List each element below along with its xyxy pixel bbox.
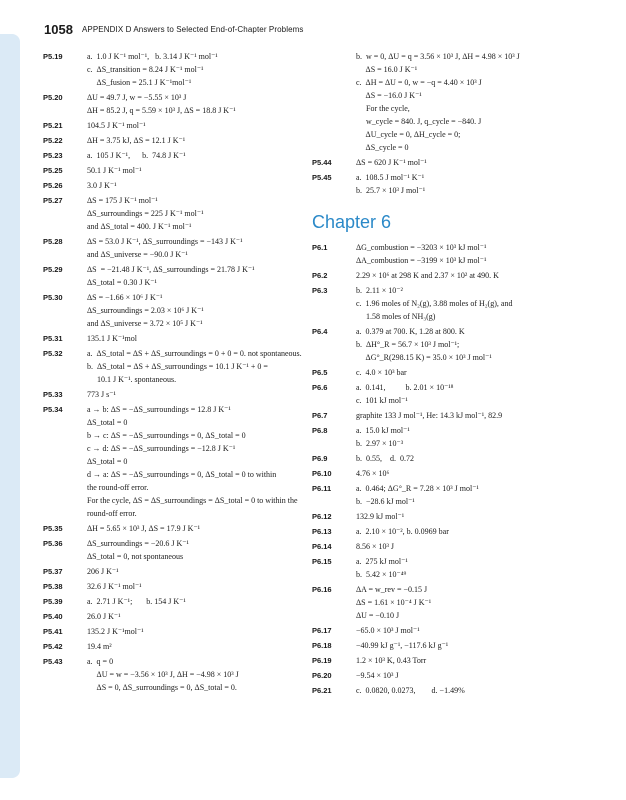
answer-entry (43, 293, 305, 332)
answer-text (87, 524, 305, 537)
problem-number: P6.16 (312, 585, 332, 594)
answer-line: 206 J K⁻¹ (87, 567, 119, 576)
answer-text (87, 657, 305, 696)
answer-line: ΔS_surroundings = 2.03 × 10⁶ J K⁻¹ (87, 306, 204, 315)
answer-entry (43, 237, 305, 263)
problem-number: P6.15 (312, 557, 332, 566)
answer-entry (312, 454, 612, 467)
problem-number: P6.18 (312, 641, 332, 650)
answer-text (356, 469, 612, 482)
answer-entry (312, 686, 612, 699)
answer-line: c. 1.96 moles of N₂(g), 3.88 moles of H₂(g), and (356, 299, 513, 308)
answer-text (356, 383, 612, 409)
answer-text (87, 612, 305, 625)
answer-entry (312, 426, 612, 452)
problem-number: P5.44 (312, 158, 332, 167)
problem-number: P6.13 (312, 527, 332, 536)
answer-line: b. 0.55, d. 0.72 (356, 454, 414, 463)
answer-entry (43, 151, 305, 164)
answer-line: 50.1 J K⁻¹ mol⁻¹ (87, 166, 142, 175)
answer-text (87, 52, 305, 91)
problem-number: P5.35 (43, 524, 63, 533)
answer-line: ΔS = 0, ΔS_surroundings = 0, ΔS_total = 0. (87, 683, 237, 692)
answer-text (356, 671, 612, 684)
answer-text (87, 136, 305, 149)
answer-entry (43, 597, 305, 610)
answer-entry (312, 484, 612, 510)
answer-text (356, 411, 612, 424)
problem-number (312, 52, 356, 156)
answer-entry (43, 136, 305, 149)
answer-line: a. 15.0 kJ mol⁻¹ (356, 426, 410, 435)
answer-text (87, 597, 305, 610)
answer-line: ΔS_surroundings = 225 J K⁻¹ mol⁻¹ (87, 209, 204, 218)
answer-line: ΔS = −16.0 J K⁻¹ (356, 91, 422, 100)
right-column-chapter5-answers (312, 52, 612, 199)
answer-entry (43, 405, 305, 522)
answer-text (87, 237, 305, 263)
answer-line: 8.56 × 10³ J (356, 542, 395, 551)
answer-line: a. 105 J K⁻¹, b. 74.8 J K⁻¹ (87, 151, 186, 160)
problem-number: P5.38 (43, 582, 63, 591)
answer-line: c. ΔS_transition = 8.24 J K⁻¹ mol⁻¹ (87, 65, 204, 74)
answer-entry (312, 656, 612, 669)
problem-number: P5.27 (43, 196, 63, 205)
answer-line: ΔS = −21.48 J K⁻¹, ΔS_surroundings = 21.78 J K⁻¹ (87, 265, 255, 274)
page-header (44, 22, 604, 40)
answer-text (356, 512, 612, 525)
answer-text (87, 181, 305, 194)
answer-line: c. 0.0820, 0.0273, d. −1.49% (356, 686, 465, 695)
answer-line: ΔS = 16.0 J K⁻¹ (356, 65, 418, 74)
answer-entry (43, 334, 305, 347)
answer-line: ΔG_combustion = −3203 × 10³ kJ mol⁻¹ (356, 243, 487, 252)
problem-number: P6.5 (312, 368, 328, 377)
answer-line: b. 2.97 × 10⁻³ (356, 439, 404, 448)
answer-line: ΔS_cycle = 0 (356, 143, 409, 152)
problem-number: P6.10 (312, 469, 332, 478)
answer-line: 3.0 J K⁻¹ (87, 181, 117, 190)
answer-line: a. 1.0 J K⁻¹ mol⁻¹, b. 3.14 J K⁻¹ mol⁻¹ (87, 52, 218, 61)
problem-number: P5.34 (43, 405, 63, 414)
answer-text (87, 93, 305, 119)
answer-text (356, 368, 612, 381)
answer-entry (43, 390, 305, 403)
right-column-chapter6-answers (312, 243, 612, 699)
answer-entry (312, 243, 612, 269)
problem-number: P6.3 (312, 286, 328, 295)
answer-line: 135.2 J K⁻¹mol⁻¹ (87, 627, 144, 636)
answer-entry (312, 368, 612, 381)
answer-line: and ΔS_universe = −90.0 J K⁻¹ (87, 250, 188, 259)
answer-entry (43, 349, 305, 388)
answer-text (87, 582, 305, 595)
answer-line: 135.1 J K⁻¹mol (87, 334, 137, 343)
answer-line: b. ΔS_total = ΔS + ΔS_surroundings = 10.1 J K⁻¹ + 0 = (87, 362, 268, 371)
answer-entry (312, 271, 612, 284)
answer-entry (312, 469, 612, 482)
answer-line: For the cycle, (356, 104, 410, 113)
answer-text (87, 349, 305, 388)
answer-line: b. w = 0, ΔU = q = 3.56 × 10³ J, ΔH = 4.98 × 10³ J (356, 52, 520, 61)
answer-text (87, 151, 305, 164)
answer-entry (43, 612, 305, 625)
answer-text (356, 271, 612, 284)
answer-entry (312, 641, 612, 654)
answer-line: c → d: ΔS = −ΔS_surroundings = −12.8 J K⁻¹ (87, 444, 236, 453)
problem-number: P6.6 (312, 383, 328, 392)
answer-line: ΔS = 620 J K⁻¹ mol⁻¹ (356, 158, 427, 167)
answer-entry (43, 657, 305, 696)
problem-number: P5.28 (43, 237, 63, 246)
answer-line: ΔU = w = −3.56 × 10³ J, ΔH = −4.98 × 10³ J (87, 670, 239, 679)
answer-text (356, 286, 612, 325)
answer-entry (43, 121, 305, 134)
answer-line: ΔS = 175 J K⁻¹ mol⁻¹ (87, 196, 158, 205)
answer-line: ΔU_cycle = 0, ΔH_cycle = 0; (356, 130, 461, 139)
problem-number: P5.26 (43, 181, 63, 190)
answer-text (87, 627, 305, 640)
problem-number: P5.37 (43, 567, 63, 576)
answer-entry (43, 93, 305, 119)
problem-number: P5.31 (43, 334, 63, 343)
answer-line: a. ΔS_total = ΔS + ΔS_surroundings = 0 + 0 = 0. not spontaneous. (87, 349, 302, 358)
answer-entry (312, 286, 612, 325)
answer-line: 10.1 J K⁻¹. spontaneous. (87, 375, 177, 384)
side-thumb-tab (0, 34, 20, 778)
answer-entry (312, 327, 612, 366)
problem-number: P6.8 (312, 426, 328, 435)
problem-number: P6.7 (312, 411, 328, 420)
problem-number: P6.11 (312, 484, 332, 493)
problem-number: P5.30 (43, 293, 63, 302)
answer-entry (43, 196, 305, 235)
answer-entry (312, 52, 612, 156)
answer-entry (43, 166, 305, 179)
answer-line: ΔS_total = 0 (87, 457, 128, 466)
left-column (43, 52, 305, 698)
answer-line: b → c: ΔS = −ΔS_surroundings = 0, ΔS_total = 0 (87, 431, 246, 440)
problem-number: P5.23 (43, 151, 63, 160)
answer-line: a. 2.71 J K⁻¹; b. 154 J K⁻¹ (87, 597, 186, 606)
answer-entry (312, 542, 612, 555)
answer-entry (312, 173, 612, 199)
answer-text (356, 158, 612, 171)
answer-line: and ΔS_universe = 3.72 × 10⁵ J K⁻¹ (87, 319, 203, 328)
problem-number: P5.39 (43, 597, 63, 606)
answer-entry (312, 585, 612, 624)
answer-line: a. 2.10 × 10⁻², b. 0.0969 bar (356, 527, 449, 536)
answer-line: ΔS_surroundings = −20.6 J K⁻¹ (87, 539, 189, 548)
answer-line: 1.58 moles of NH₃(g) (356, 312, 436, 321)
answer-line: 132.9 kJ mol⁻¹ (356, 512, 405, 521)
problem-number: P6.17 (312, 626, 332, 635)
answer-line: b. 5.42 × 10⁻⁴⁹ (356, 570, 407, 579)
answer-text (87, 390, 305, 403)
answer-line: b. 2.11 × 10⁻² (356, 286, 403, 295)
answer-line: round-off error. (87, 509, 137, 518)
answer-line: ΔS = −1.66 × 10⁶ J K⁻¹ (87, 293, 163, 302)
answer-line: ΔS = 1.61 × 10⁻⁴ J K⁻¹ (356, 598, 432, 607)
chapter-heading: Chapter 6 (312, 212, 392, 232)
answer-entry (312, 626, 612, 639)
answer-text (87, 265, 305, 291)
answer-line: w_cycle = 840. J, q_cycle = −840. J (356, 117, 482, 126)
answer-line: 104.5 J K⁻¹ mol⁻¹ (87, 121, 146, 130)
answer-entry (43, 52, 305, 91)
answer-line: a → b: ΔS = −ΔS_surroundings = 12.8 J K⁻¹ (87, 405, 231, 414)
answer-line: a. 0.379 at 700. K, 1.28 at 800. K (356, 327, 465, 336)
answer-line: ΔS_total = 0.30 J K⁻¹ (87, 278, 157, 287)
answer-text (87, 539, 305, 565)
problem-number: P5.45 (312, 173, 332, 182)
answer-line: c. ΔH = ΔU = 0, w = −q = 4.40 × 10³ J (356, 78, 482, 87)
answer-text (87, 642, 305, 655)
answer-line: ΔS_total = 0 (87, 418, 128, 427)
answer-text (356, 542, 612, 555)
problem-number: P5.19 (43, 52, 63, 61)
answer-text (356, 656, 612, 669)
problem-number: P5.42 (43, 642, 63, 651)
answer-text (87, 293, 305, 332)
answer-line: 2.29 × 10⁶ at 298 K and 2.37 × 10² at 490. K (356, 271, 499, 280)
answer-entry (43, 642, 305, 655)
answer-entry (43, 181, 305, 194)
answer-entry (43, 627, 305, 640)
problem-number: P5.32 (43, 349, 63, 358)
answer-line: For the cycle, ΔS = ΔS_surroundings = ΔS_total = 0 to within the (87, 496, 298, 505)
answer-text (356, 686, 612, 699)
answer-entry (312, 557, 612, 583)
answer-text (356, 484, 612, 510)
problem-number: P6.12 (312, 512, 332, 521)
answer-text (87, 567, 305, 580)
answer-line: a. q = 0 (87, 657, 114, 666)
problem-number: P6.14 (312, 542, 332, 551)
answer-line: 32.6 J K⁻¹ mol⁻¹ (87, 582, 142, 591)
answer-line: ΔS_total = 0, not spontaneous (87, 552, 184, 561)
answer-entry (43, 567, 305, 580)
answer-line: ΔH = 3.75 kJ, ΔS = 12.1 J K⁻¹ (87, 136, 186, 145)
problem-number: P5.20 (43, 93, 63, 102)
answer-text (356, 52, 612, 156)
answer-text (87, 121, 305, 134)
problem-number: P6.21 (312, 686, 332, 695)
problem-number: P5.41 (43, 627, 63, 636)
problem-number: P5.40 (43, 612, 63, 621)
answer-text (356, 557, 612, 583)
answer-line: ΔU = −0.10 J (356, 611, 400, 620)
answer-line: a. 108.5 J mol⁻¹ K⁻¹ (356, 173, 425, 182)
answer-entry (312, 383, 612, 409)
answer-line: ΔA = w_rev = −0.15 J (356, 585, 428, 594)
answer-text (356, 626, 612, 639)
answer-line: a. 0.464; ΔG°_R = 7.28 × 10³ J mol⁻¹ (356, 484, 479, 493)
answer-text (87, 166, 305, 179)
answer-line: −9.54 × 10³ J (356, 671, 399, 680)
answer-line: d → a: ΔS = −ΔS_surroundings = 0, ΔS_total = 0 to within (87, 470, 277, 479)
answer-entry (43, 539, 305, 565)
right-column (312, 52, 612, 701)
answer-entry (312, 512, 612, 525)
problem-number: P6.9 (312, 454, 328, 463)
answer-entry (312, 158, 612, 171)
problem-number: P5.22 (43, 136, 63, 145)
answer-line: 26.0 J K⁻¹ (87, 612, 121, 621)
answer-line: ΔU = 49.7 J, w = −5.55 × 10³ J (87, 93, 187, 102)
answer-line: a. 275 kJ mol⁻¹ (356, 557, 408, 566)
answer-text (356, 173, 612, 199)
answer-line: the round-off error. (87, 483, 149, 492)
answer-entry (312, 671, 612, 684)
answer-entry (43, 582, 305, 595)
answer-text (356, 243, 612, 269)
problem-number: P5.36 (43, 539, 63, 548)
answer-line: 773 J s⁻¹ (87, 390, 116, 399)
answer-text (356, 585, 612, 624)
answer-line: and ΔS_total = 400. J K⁻¹ mol⁻¹ (87, 222, 192, 231)
answer-line: a. 0.141, b. 2.01 × 10⁻¹⁸ (356, 383, 454, 392)
answer-entry (312, 527, 612, 540)
problem-number: P5.21 (43, 121, 63, 130)
answer-line: 4.76 × 10⁶ (356, 469, 390, 478)
problem-number: P6.19 (312, 656, 332, 665)
problem-number: P6.20 (312, 671, 332, 680)
problem-number: P5.29 (43, 265, 63, 274)
answer-text (87, 405, 305, 522)
answer-line: c. 101 kJ mol⁻¹ (356, 396, 408, 405)
answer-text (356, 641, 612, 654)
answer-line: ΔG°_R(298.15 K) = 35.0 × 10³ J mol⁻¹ (356, 353, 492, 362)
answer-line: b. −28.6 kJ mol⁻¹ (356, 497, 415, 506)
answer-line: ΔH = 5.65 × 10³ J, ΔS = 17.9 J K⁻¹ (87, 524, 201, 533)
answer-line: graphite 133 J mol⁻¹, He: 14.3 kJ mol⁻¹, 82.9 (356, 411, 503, 420)
problem-number: P5.33 (43, 390, 63, 399)
answer-line: ΔS_fusion = 25.1 J K⁻¹mol⁻¹ (87, 78, 192, 87)
running-title: APPENDIX D Answers to Selected End-of-Chapter Problems (82, 25, 304, 34)
answer-text (356, 527, 612, 540)
answer-text (356, 426, 612, 452)
answer-entry (43, 524, 305, 537)
answer-line: 19.4 m² (87, 642, 112, 651)
answer-line: c. 4.0 × 10³ bar (356, 368, 407, 377)
answer-line: b. ΔH°_R = 56.7 × 10³ J mol⁻¹; (356, 340, 460, 349)
answer-line: b. 25.7 × 10³ J mol⁻¹ (356, 186, 426, 195)
answer-line: 1.2 × 10³ K, 0.43 Torr (356, 656, 427, 665)
answer-line: ΔH = 85.2 J, q = 5.59 × 10³ J, ΔS = 18.8 J K⁻¹ (87, 106, 236, 115)
problem-number: P6.2 (312, 271, 328, 280)
answer-text (87, 334, 305, 347)
page-number: 1058 (44, 22, 73, 37)
problem-number: P6.4 (312, 327, 328, 336)
answer-entry (312, 411, 612, 424)
answer-line: −65.0 × 10³ J mol⁻¹ (356, 626, 420, 635)
problem-number: P6.1 (312, 243, 328, 252)
answer-text (356, 454, 612, 467)
problem-number: P5.25 (43, 166, 63, 175)
answer-text (356, 327, 612, 366)
answer-text (87, 196, 305, 235)
answer-line: ΔA_combustion = −3199 × 10³ kJ mol⁻¹ (356, 256, 487, 265)
answer-line: −40.99 kJ g⁻¹, −117.6 kJ g⁻¹ (356, 641, 449, 650)
problem-number: P5.43 (43, 657, 63, 666)
answer-line: ΔS = 53.0 J K⁻¹, ΔS_surroundings = −143 J K⁻¹ (87, 237, 243, 246)
answer-entry (43, 265, 305, 291)
